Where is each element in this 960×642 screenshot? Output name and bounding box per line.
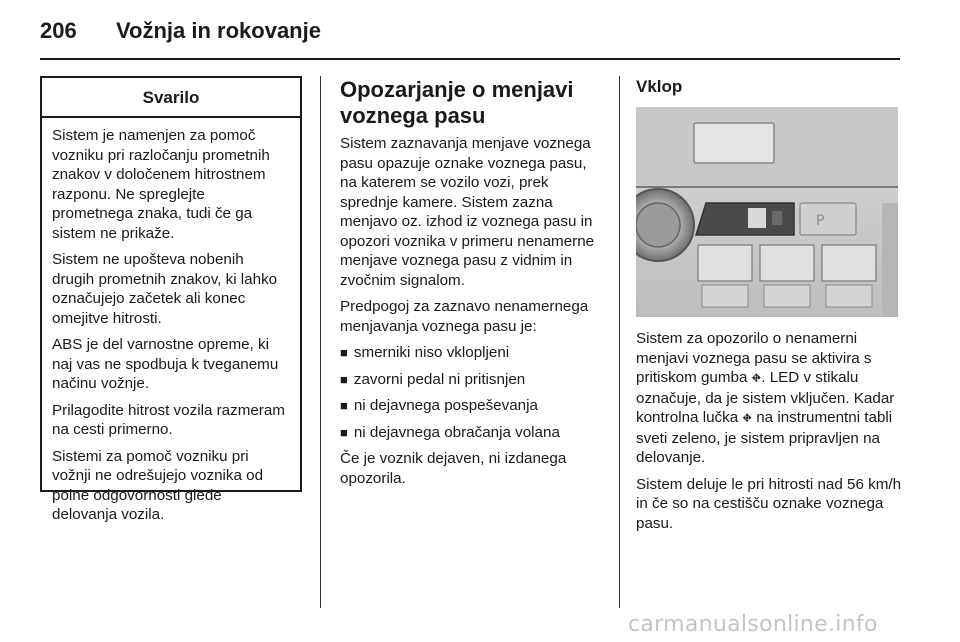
page-header-title: Vožnja in rokovanje (116, 18, 321, 43)
column-divider-2 (619, 76, 620, 608)
warning-body (42, 118, 300, 525)
warning-title: Svarilo (42, 78, 300, 118)
header-rule (40, 58, 900, 60)
lane-departure-section (340, 77, 605, 495)
vklop-paragraph-2: Sistem deluje le pri hitrosti nad 56 km/h in če so na cestišču oznake voznega pasu. (636, 475, 902, 532)
bullet-icon: ■ (340, 424, 348, 440)
list-item: ■ ni dejavnega obračanja volana (340, 423, 560, 441)
warning-paragraph: Prilagodite hitrost vozila razmeram na cesti primerno. (52, 401, 285, 438)
section-closing: Če je voznik dejaven, ni izdanega opozorila. (340, 450, 567, 487)
warning-paragraph: Sistem je namenjen za pomoč vozniku pri razločanju prometnih znakov v določenem hitrostnem razponu. Ne spreglejte prometnega znaka, tudi če ga sistem ne prikaže. (52, 127, 270, 242)
warning-paragraph: Sistem ne upošteva nobenih drugih prometnih znakov, ki lahko označujejo začetek ali konec omejitve hitrosti. (52, 251, 278, 327)
console-photo-svg (636, 107, 898, 317)
park-button-label: P (816, 213, 825, 229)
section-heading: Opozarjanje o menjavi voznega pasu (340, 77, 574, 128)
conditions-intro: Predpogoj za zaznavo nenamernega menjavanja voznega pasu je: (340, 298, 589, 335)
list-item: ■ zavorni pedal ni pritisnjen (340, 370, 526, 388)
lane-departure-icon[interactable] (748, 208, 766, 228)
vklop-paragraph-1: Sistem za opozorilo o nenamerni menjavi voznega pasu se aktivira s pritiskom gumba ⛖. LED v stikalu označuje, da je sistem vključen. Kadar kontrolna lučka ⛖ na instrumentni tabli sveti zeleno, je sistem pripravljen na delovanje. (636, 330, 895, 466)
list-item: ■ smerniki niso vklopljeni (340, 344, 510, 361)
watermark: carmanualsonline.info (628, 612, 878, 637)
warning-paragraph: Sistemi za pomoč vozniku pri vožnji ne odrešujejo voznika od polne odgovornosti glede delovanja vozila. (52, 447, 264, 523)
console-photo (636, 107, 898, 317)
bullet-icon: ■ (340, 398, 348, 413)
list-item: ■ ni dejavnega pospeševanja (340, 397, 538, 414)
lane-departure-icon: ⛖ (751, 371, 762, 385)
page-number: 206 (40, 18, 77, 43)
column-divider-1 (320, 76, 321, 608)
vklop-heading: Vklop (636, 77, 683, 96)
warning-paragraph: ABS je del varnostne opreme, ki naj vas ne spodbuja k tveganemu načinu vožnje. (52, 336, 279, 392)
lane-departure-icon: ⛖ (742, 411, 752, 425)
bullet-icon: ■ (340, 371, 348, 387)
bullet-icon: ■ (340, 345, 348, 360)
conditions-list (340, 343, 605, 442)
vklop-section (636, 77, 902, 540)
section-intro: Sistem zaznavanja menjave voznega pasu opazuje oznake voznega pasu, na katerem se vozilo vozi, prek sprednje kamere. Sistem zazna menjavo oz. izhod iz voznega pasu in opozori voznika v primeru nenamerne menjave voznega pasu z vidnim in zvočnim signalom. (340, 135, 595, 289)
warning-box (40, 76, 302, 523)
